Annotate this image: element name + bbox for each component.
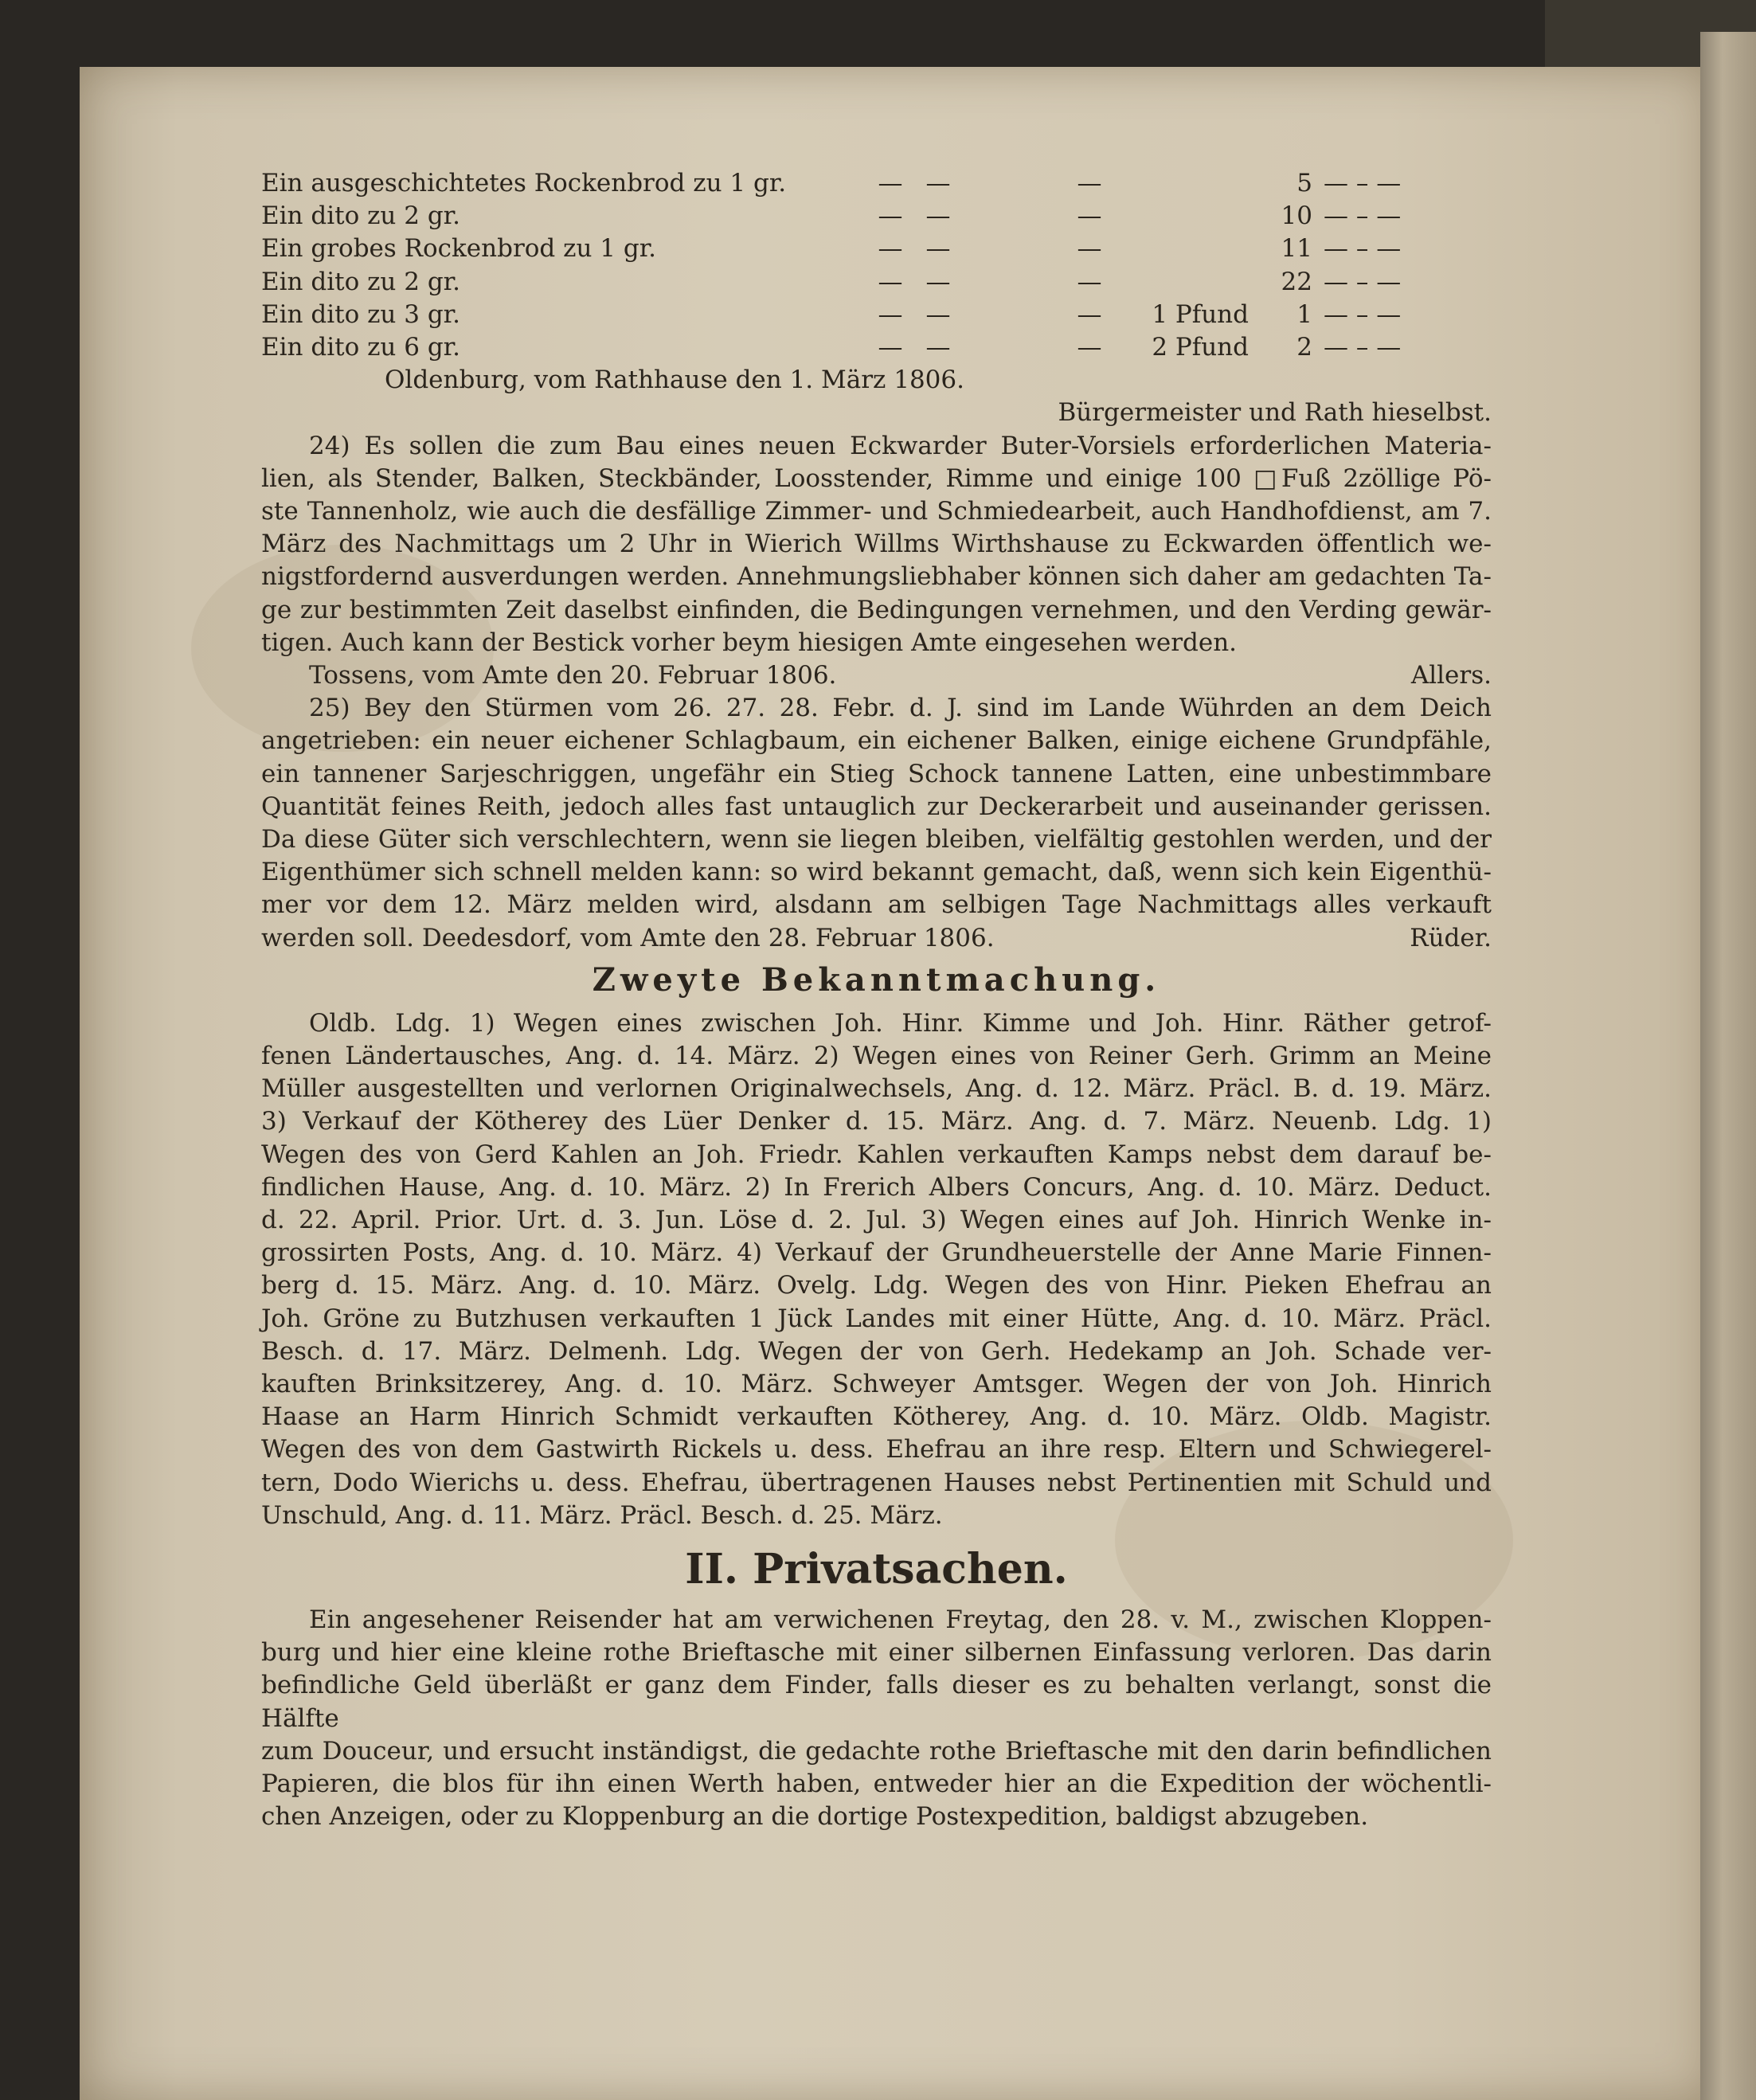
text-line: werden soll. Deedesdorf, vom Amte den 28. Februar 1806.: [261, 923, 995, 952]
text-line: burg und hier eine kleine rothe Brieftasche mit einer silbernen Einfassung verloren. Das darin: [261, 1638, 1492, 1668]
signature-line: [261, 659, 1492, 692]
text-line: nigstfordernd ausverdungen werden. Annehmungsliebhaber können sich daher am gedachten Ta-: [261, 562, 1492, 592]
text-line: Müller ausgestellten und verlornen Originalwechsels, Ang. d. 12. März. Präcl. B. d. 19. März.: [261, 1074, 1492, 1104]
text-line: Da diese Güter sich verschlechtern, wenn sie liegen bleiben, vielfältig gestohlen werden, und der: [261, 824, 1492, 854]
text-line: tern, Dodo Wierichs u. dess. Ehefrau, übertragenen Hauses nebst Pertinentien mit Schuld und: [261, 1468, 1492, 1497]
price-weight: 2 Pfund: [1152, 332, 1249, 362]
text-line: Besch. d. 17. März. Delmenh. Ldg. Wegen der von Gerh. Hedekamp an Joh. Schade ver-: [261, 1336, 1492, 1366]
price-row: Ein dito zu 6 gr. — — — 2 Pfund 2 — – —: [261, 331, 1492, 364]
price-amount: 11: [1281, 234, 1312, 264]
price-label: Ein dito zu 2 gr.: [261, 201, 460, 231]
text-line: findlichen Hause, Ang. d. 10. März. 2) In Frerich Albers Concurs, Ang. d. 10. März. Deduct.: [261, 1172, 1492, 1202]
text-line: ge zur bestimmten Zeit daselbst einfinden, die Bedingungen vernehmen, und den Verding gewär-: [261, 595, 1492, 624]
text-line: Wegen des von dem Gastwirth Rickels u. dess. Ehefrau an ihre resp. Eltern und Schwiegerel-: [261, 1435, 1492, 1465]
section-heading: Zweyte Bekanntmachung.: [592, 960, 1161, 999]
price-weight: 1 Pfund: [1152, 299, 1249, 329]
signature: Rüder.: [1410, 923, 1492, 952]
text-line: tigen. Auch kann der Bestick vorher beym hiesigen Amte eingesehen werden.: [261, 628, 1238, 657]
text-line: zum Douceur, und ersucht inständigst, die gedachte rothe Brieftasche mit den darin befindlichen: [261, 1736, 1492, 1766]
text-line: angetrieben: ein neuer eichener Schlagbaum, ein eichener Balken, einige eichene Grundpfähle,: [261, 726, 1492, 756]
text-line: mer vor dem 12. März melden wird, alsdann am selbigen Tage Nachmittags alles verkauft: [261, 890, 1492, 920]
price-row: Ein ausgeschichtetes Rockenbrod zu 1 gr. — — — 5 — – —: [261, 167, 1492, 200]
text-line: befindliche Geld überläßt er ganz dem Finder, falls dieser es zu behalten verlangt, sonst die Hälfte: [261, 1671, 1492, 1733]
price-label: Ein grobes Rockenbrod zu 1 gr.: [261, 234, 656, 264]
price-amount: 5: [1296, 169, 1312, 197]
signature: Allers.: [1410, 660, 1492, 690]
price-label: Ein dito zu 3 gr.: [261, 299, 460, 329]
notice-24: [261, 430, 1492, 693]
price-amount: 10: [1281, 201, 1312, 231]
text-line: 25) Bey den Stürmen vom 26. 27. 28. Febr. d. J. sind im Lande Wührden an dem Deich: [309, 694, 1492, 723]
private-notice: [261, 1604, 1492, 1833]
price-label: Ein dito zu 6 gr.: [261, 332, 460, 362]
text-line: 24) Es sollen die zum Bau eines neuen Eckwarder Buter-Vorsiels erforderlichen Materia-: [309, 431, 1492, 460]
notice-25: [261, 692, 1492, 955]
price-amount: 2: [1296, 332, 1312, 362]
text-line: lien, als Stender, Balken, Steckbänder, Loosstender, Rimme und einige 100 □Fuß 2zöllige Pö-: [261, 463, 1492, 493]
price-row: Ein dito zu 2 gr. — — — 10 — – —: [261, 200, 1492, 233]
text-line: grossirten Posts, Ang. d. 10. März. 4) Verkauf der Grundheuerstelle der Anne Marie Finnen-: [261, 1238, 1492, 1268]
section-heading: II. Privatsachen.: [685, 1545, 1068, 1594]
signature-line: [261, 922, 1492, 955]
price-amount: 1: [1296, 299, 1312, 329]
price-amount: 22: [1281, 267, 1312, 296]
text-line: Unschuld, Ang. d. 11. März. Präcl. Besch. d. 25. März.: [261, 1500, 943, 1530]
place-date: Oldenburg, vom Rathhause den 1. März 1806.: [385, 366, 964, 395]
text-line: ein tannener Sarjeschriggen, ungefähr ein Stieg Schock tannene Latten, eine unbestimmbare: [261, 759, 1492, 788]
text-line: Oldb. Ldg. 1) Wegen eines zwischen Joh. Hinr. Kimme und Joh. Hinr. Räther getrof-: [309, 1008, 1492, 1038]
signature: Bürgermeister und Rath hieselbst.: [1058, 398, 1492, 428]
price-label: Ein ausgeschichtetes Rockenbrod zu 1 gr.: [261, 169, 787, 197]
text-line: Quantität feines Reith, jedoch alles fast untauglich zur Deckerarbeit und auseinander gerissen.: [261, 792, 1492, 821]
announcement-block: [261, 1007, 1492, 1532]
text-line: Ein angesehener Reisender hat am verwichenen Freytag, den 28. v. M., zwischen Kloppen-: [309, 1605, 1492, 1635]
text-line: d. 22. April. Prior. Urt. d. 3. Jun. Löse d. 2. Jul. 3) Wegen eines auf Joh. Hinrich Wenke in-: [261, 1206, 1492, 1234]
text-line: ste Tannenholz, wie auch die desfällige Zimmer- und Schmiedearbeit, auch Handhofdienst, am 7.: [261, 496, 1492, 526]
text-line: fenen Ländertausches, Ang. d. 14. März. 2) Wegen eines von Reiner Gerh. Grimm an Meine: [261, 1041, 1492, 1070]
text-line: Papieren, die blos für ihn einen Werth haben, entweder hier an die Expedition der wöchentli-: [261, 1770, 1492, 1799]
place-date: Tossens, vom Amte den 20. Februar 1806.: [309, 660, 837, 690]
price-row: Ein dito zu 3 gr. — — — 1 Pfund 1 — – —: [261, 299, 1492, 331]
price-row: Ein grobes Rockenbrod zu 1 gr. — — — 11 — – —: [261, 233, 1492, 265]
text-line: Haase an Harm Hinrich Schmidt verkauften Kötherey, Ang. d. 10. März. Oldb. Magistr.: [261, 1402, 1492, 1432]
text-line: März des Nachmittags um 2 Uhr in Wierich Willms Wirthshause zu Eckwarden öffentlich we-: [261, 530, 1492, 559]
text-line: kauften Brinksitzerey, Ang. d. 10. März. Schweyer Amtsger. Wegen der von Joh. Hinrich: [261, 1370, 1492, 1399]
text-line: 3) Verkauf der Kötherey des Lüer Denker d. 15. März. Ang. d. 7. März. Neuenb. Ldg. 1): [261, 1107, 1492, 1136]
text-line: Eigenthümer sich schnell melden kann: so wird bekannt gemacht, daß, wenn sich kein Eigenthü-: [261, 858, 1492, 887]
price-row: Ein dito zu 2 gr. — — — 22 — – —: [261, 266, 1492, 299]
price-label: Ein dito zu 2 gr.: [261, 267, 460, 296]
text-line: Wegen des von Gerd Kahlen an Joh. Friedr. Kahlen verkauften Kamps nebst dem darauf be-: [261, 1140, 1492, 1169]
price-table: [261, 167, 1492, 364]
page-edge: [1700, 32, 1756, 2100]
text-line: berg d. 15. März. Ang. d. 10. März. Ovelg. Ldg. Wegen des von Hinr. Pieken Ehefrau an: [261, 1271, 1492, 1300]
text-line: Joh. Gröne zu Butzhusen verkauften 1 Jück Landes mit einer Hütte, Ang. d. 10. März. Präcl.: [261, 1304, 1492, 1333]
text-line: chen Anzeigen, oder zu Kloppenburg an die dortige Postexpedition, baldigst abzugeben.: [261, 1802, 1369, 1832]
page-text: [261, 167, 1492, 1833]
